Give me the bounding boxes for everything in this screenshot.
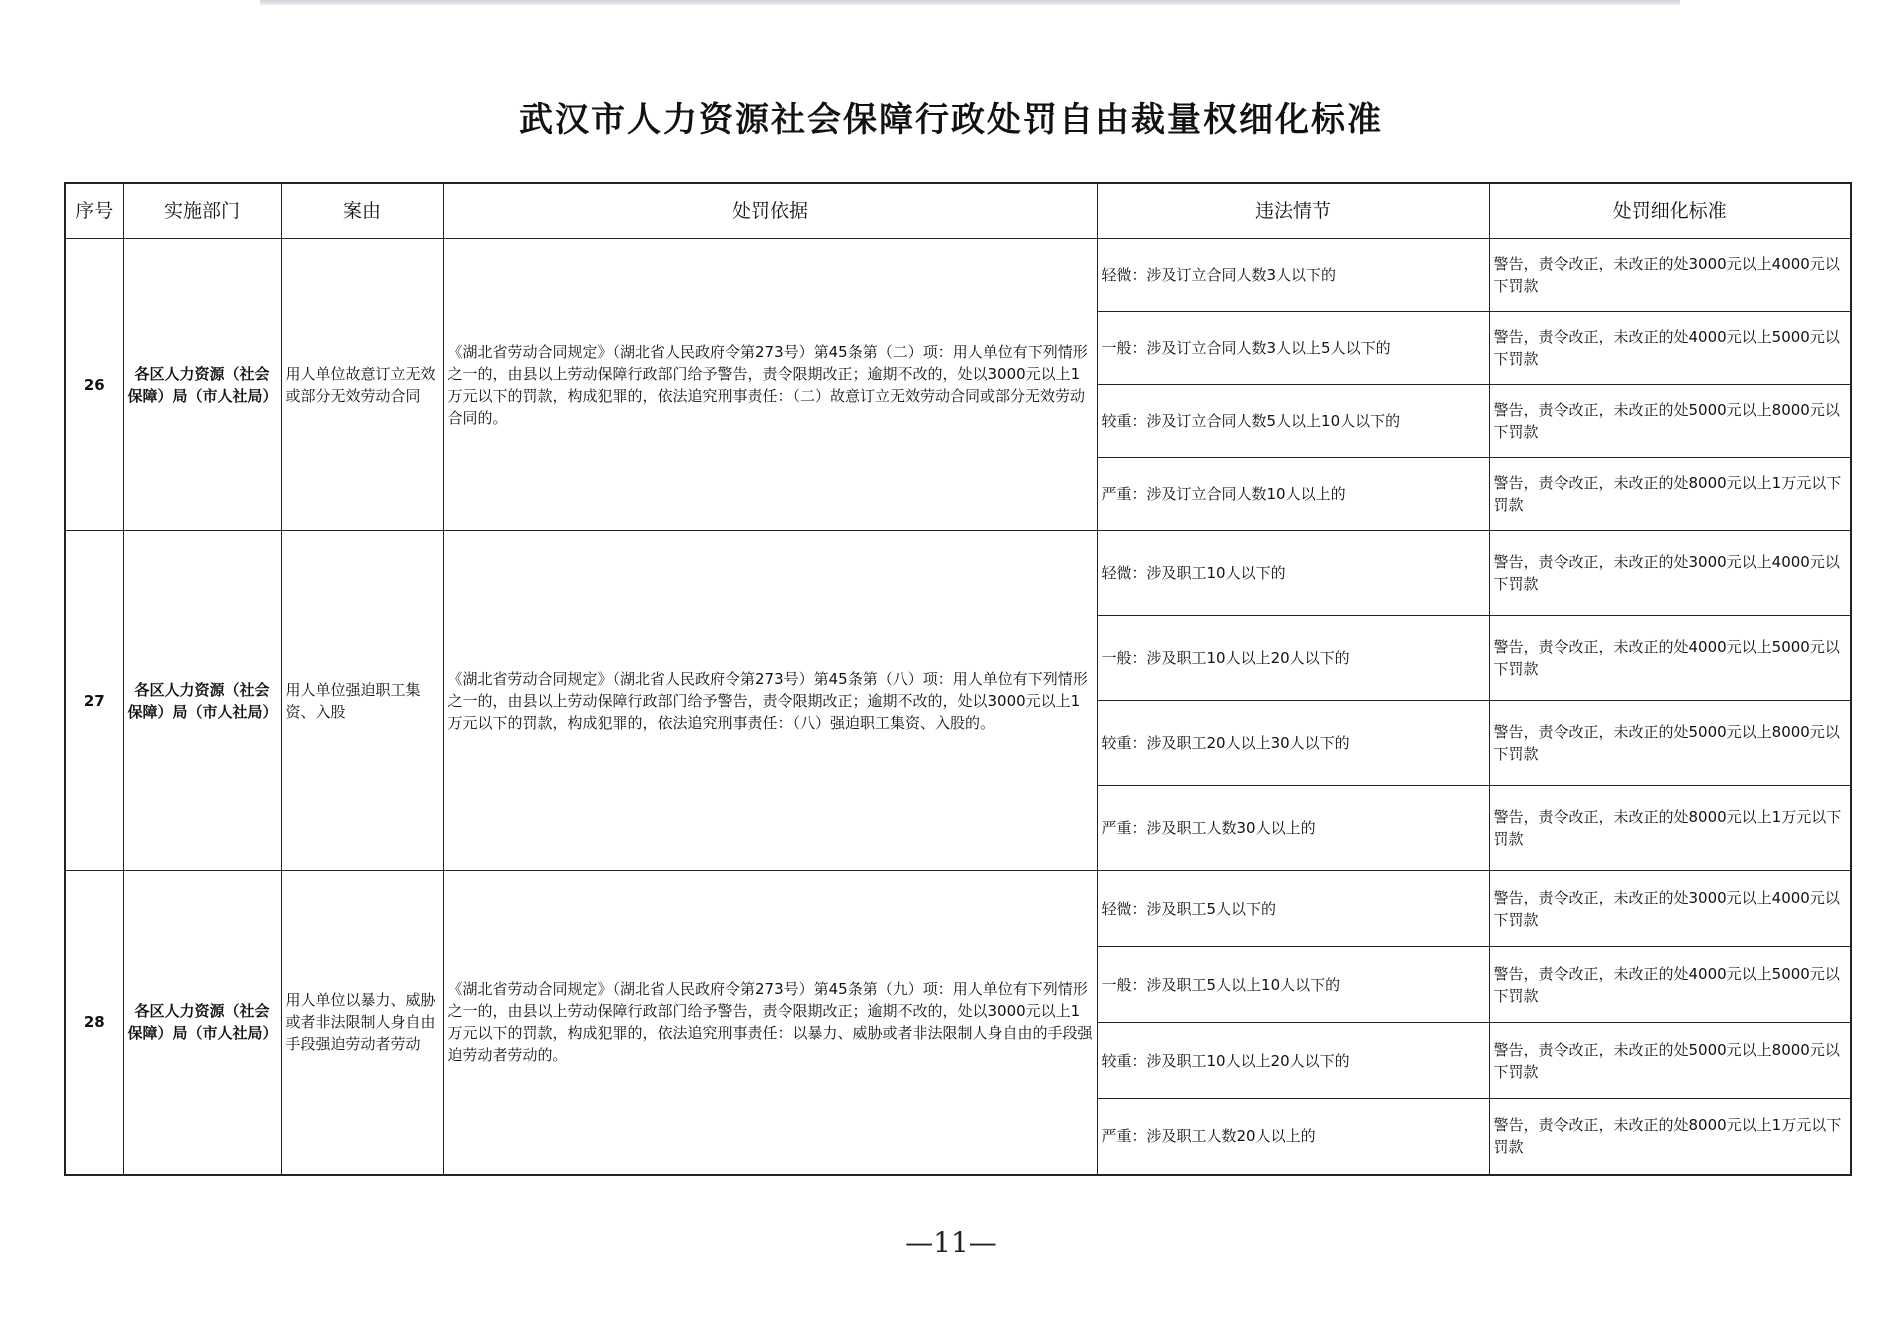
row-number: 26 <box>65 239 123 531</box>
circumstance-cell: 较重：涉及订立合同人数5人以上10人以下的 <box>1097 385 1489 458</box>
circumstance-cell: 一般：涉及职工10人以上20人以下的 <box>1097 616 1489 701</box>
circumstance-cell: 轻微：涉及职工10人以下的 <box>1097 531 1489 616</box>
table-row <box>65 531 1851 616</box>
department-cell: 各区人力资源（社会保障）局（市人社局） <box>123 531 281 871</box>
penalty-cell: 警告，责令改正，未改正的处5000元以上8000元以下罚款 <box>1489 1023 1851 1099</box>
penalty-cell: 警告，责令改正，未改正的处4000元以上5000元以下罚款 <box>1489 616 1851 701</box>
row-number: 28 <box>65 871 123 1175</box>
table-row <box>65 871 1851 947</box>
scan-edge <box>260 0 1680 5</box>
penalty-cell: 警告，责令改正，未改正的处3000元以上4000元以下罚款 <box>1489 239 1851 312</box>
legal-basis-cell: 《湖北省劳动合同规定》（湖北省人民政府令第273号）第45条第（九）项：用人单位有下列情形之一的，由县以上劳动保障行政部门给予警告，责令限期改正；逾期不改的，处以3000元以上1万元以下的罚款，构成犯罪的，依法追究刑事责任：以暴力、威胁或者非法限制人身自由的手段强迫劳动者劳动的。 <box>443 871 1097 1175</box>
penalty-standards-table <box>64 182 1852 1176</box>
penalty-cell: 警告，责令改正，未改正的处8000元以上1万元以下罚款 <box>1489 786 1851 871</box>
header-case: 案由 <box>281 183 443 239</box>
circumstance-cell: 严重：涉及职工人数30人以上的 <box>1097 786 1489 871</box>
department-cell: 各区人力资源（社会保障）局（市人社局） <box>123 239 281 531</box>
case-cell: 用人单位故意订立无效或部分无效劳动合同 <box>281 239 443 531</box>
legal-basis-cell: 《湖北省劳动合同规定》（湖北省人民政府令第273号）第45条第（二）项：用人单位有下列情形之一的，由县以上劳动保障行政部门给予警告，责令限期改正；逾期不改的，处以3000元以上1万元以下的罚款，构成犯罪的，依法追究刑事责任：（二）故意订立无效劳动合同或部分无效劳动合同的。 <box>443 239 1097 531</box>
header-basis: 处罚依据 <box>443 183 1097 239</box>
circumstance-cell: 较重：涉及职工10人以上20人以下的 <box>1097 1023 1489 1099</box>
circumstance-cell: 一般：涉及职工5人以上10人以下的 <box>1097 947 1489 1023</box>
penalty-cell: 警告，责令改正，未改正的处5000元以上8000元以下罚款 <box>1489 385 1851 458</box>
case-cell: 用人单位以暴力、威胁或者非法限制人身自由手段强迫劳动者劳动 <box>281 871 443 1175</box>
penalty-cell: 警告，责令改正，未改正的处4000元以上5000元以下罚款 <box>1489 947 1851 1023</box>
circumstance-cell: 严重：涉及职工人数20人以上的 <box>1097 1099 1489 1175</box>
table-row <box>65 239 1851 312</box>
penalty-cell: 警告，责令改正，未改正的处8000元以上1万元以下罚款 <box>1489 1099 1851 1175</box>
row-number: 27 <box>65 531 123 871</box>
circumstance-cell: 轻微：涉及职工5人以下的 <box>1097 871 1489 947</box>
penalty-cell: 警告，责令改正，未改正的处4000元以上5000元以下罚款 <box>1489 312 1851 385</box>
legal-basis-cell: 《湖北省劳动合同规定》（湖北省人民政府令第273号）第45条第（八）项：用人单位有下列情形之一的，由县以上劳动保障行政部门给予警告，责令限期改正；逾期不改的，处以3000元以上1万元以下的罚款，构成犯罪的，依法追究刑事责任：（八）强迫职工集资、入股的。 <box>443 531 1097 871</box>
circumstance-cell: 严重：涉及订立合同人数10人以上的 <box>1097 458 1489 531</box>
penalty-cell: 警告，责令改正，未改正的处5000元以上8000元以下罚款 <box>1489 701 1851 786</box>
circumstance-cell: 较重：涉及职工20人以上30人以下的 <box>1097 701 1489 786</box>
table-header-row <box>65 183 1851 239</box>
header-penalty: 处罚细化标准 <box>1489 183 1851 239</box>
circumstance-cell: 一般：涉及订立合同人数3人以上5人以下的 <box>1097 312 1489 385</box>
header-no: 序号 <box>65 183 123 239</box>
penalty-cell: 警告，责令改正，未改正的处3000元以上4000元以下罚款 <box>1489 871 1851 947</box>
penalty-cell: 警告，责令改正，未改正的处8000元以上1万元以下罚款 <box>1489 458 1851 531</box>
page-number: —11— <box>905 1226 997 1259</box>
circumstance-cell: 轻微：涉及订立合同人数3人以下的 <box>1097 239 1489 312</box>
penalty-cell: 警告，责令改正，未改正的处3000元以上4000元以下罚款 <box>1489 531 1851 616</box>
page-title: 武汉市人力资源社会保障行政处罚自由裁量权细化标准 <box>519 100 1383 140</box>
department-cell: 各区人力资源（社会保障）局（市人社局） <box>123 871 281 1175</box>
header-circumstance: 违法情节 <box>1097 183 1489 239</box>
header-dept: 实施部门 <box>123 183 281 239</box>
case-cell: 用人单位强迫职工集资、入股 <box>281 531 443 871</box>
